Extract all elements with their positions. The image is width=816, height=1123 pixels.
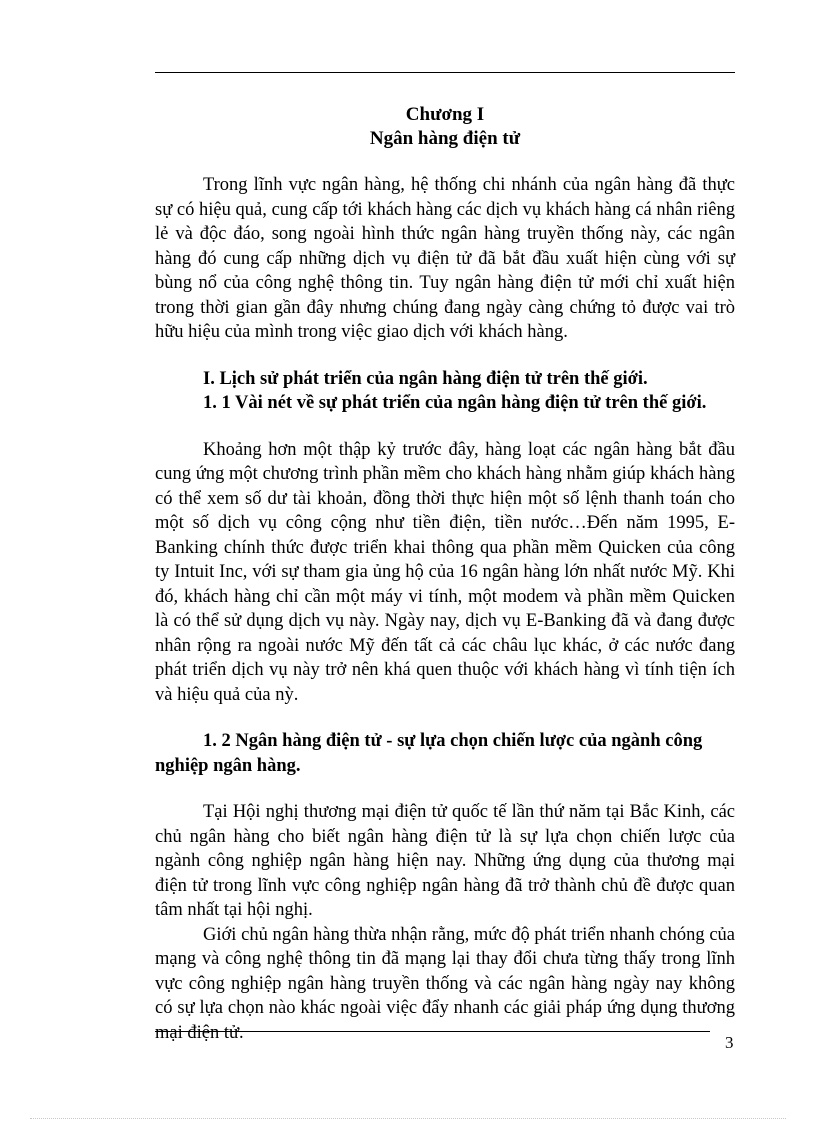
page-number: 3	[725, 1033, 734, 1052]
chapter-title: Ngân hàng điện tử	[369, 128, 521, 149]
subsection-1-1-paragraph: Khoảng hơn một thập kỷ trước đây, hàng loạt các ngân hàng bắt đầu cung ứng một chương trình phần mềm cho khách hàng nhằm giúp khách hàng có thể xem số dư tài khoản, đồng thời thực hiện một số lệnh thanh toán cho một số dịch vụ công cộng như tiền điện, tiền nước…Đến năm 1995, E-Banking chính thức được triển khai thông qua phần mềm Quicken của công ty Intuit Inc, với sự tham gia ủng hộ của 16 ngân hàng lớn nhất nước Mỹ. Khi đó, khách hàng chỉ cần một máy vi tính, một modem và phần mềm Quicken là có thể sử dụng dịch vụ này. Ngày nay, dịch vụ E-Banking đã và đang được nhân rộng ra ngoài nước Mỹ đến tất cả các châu lục khác, ở các nước đang phát triển dịch vụ này trở nên khá quen thuộc với khách hàng vì tính tiện ích và hiệu quả của nỳ.	[155, 439, 735, 705]
subsection-1-2-paragraph-2: Giới chủ ngân hàng thừa nhận rằng, mức độ phát triển nhanh chóng của mạng và công nghệ thông tin đã mạng lại thay đổi chưa từng thấy trong lĩnh vực công nghiệp ngân hàng truyền thống và các ngân hàng ngày nay không có sự lựa chọn nào khác ngoài việc đẩy nhanh các giải pháp ứng dụng thương mại điện tử.	[155, 924, 735, 1043]
page-boundary	[30, 1118, 786, 1119]
page-content	[155, 103, 735, 1045]
chapter-number: Chương I	[405, 104, 485, 125]
subsection-1-1-heading: 1. 1 Vài nét về sự phát triển của ngân hàng điện tử trên thế giới.	[203, 393, 707, 413]
subsection-1-2-heading: 1. 2 Ngân hàng điện tử - sự lựa chọn chiến lược của ngành công nghiệp ngân hàng.	[155, 731, 703, 776]
header-rule	[155, 72, 735, 73]
intro-paragraph: Trong lĩnh vực ngân hàng, hệ thống chi nhánh của ngân hàng đã thực sự có hiệu quả, cung cấp tới khách hàng các dịch vụ khách hàng cá nhân riêng lẻ và độc đáo, song ngoài hình thức ngân hàng truyền thống này, các ngân hàng đó cung cấp những dịch vụ điện tử đã bắt đầu xuất hiện cùng với sự bùng nổ của công nghệ thông tin. Tuy ngân hàng điện tử mới chỉ xuất hiện trong thời gian gần đây nhưng chúng đang ngày càng chứng tỏ được vai trò hữu hiệu của mình trong việc giao dịch với khách hàng.	[155, 175, 735, 342]
subsection-1-2-paragraph-1: Tại Hội nghị thương mại điện tử quốc tế lần thứ năm tại Bắc Kinh, các chủ ngân hàng cho biết ngân hàng điện tử là sự lựa chọn chiến lược của ngành công nghiệp ngân hàng hiện nay. Những ứng dụng của thương mại điện tử trong lĩnh vực công nghiệp ngân hàng đã trở thành chủ đề được quan tâm nhất tại hội nghị.	[155, 802, 735, 920]
section-1-heading: I. Lịch sử phát triển của ngân hàng điện tử trên thế giới.	[203, 368, 648, 389]
footer-rule	[155, 1031, 710, 1032]
